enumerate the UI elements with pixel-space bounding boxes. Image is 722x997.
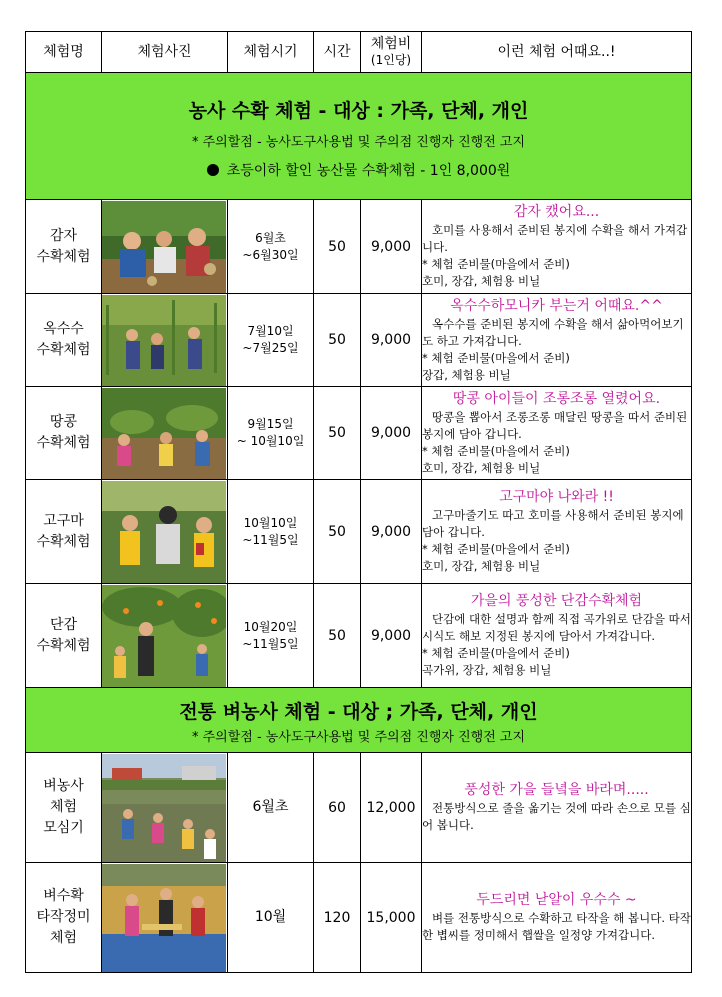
row-period <box>228 480 314 584</box>
persimmon-harvest-photo <box>102 585 226 687</box>
row-name-line3: 체험 <box>49 930 78 946</box>
table-row <box>26 480 692 584</box>
rice-planting-photo <box>102 754 226 862</box>
row-desc-tools: 호미, 장갑, 체험용 비닐 <box>422 559 541 573</box>
row-name-line2: 수확체험 <box>36 435 91 451</box>
header-desc: 이런 체험 어때요..! <box>422 32 692 73</box>
row-period <box>228 584 314 688</box>
header-fee-label: 체험비 <box>370 36 412 52</box>
peanut-harvest-photo <box>102 388 226 479</box>
row-desc-title: 두드리면 낟알이 우수수 ~ <box>476 892 637 908</box>
row-desc-tools: 호미, 장갑, 체험용 비닐 <box>422 274 541 288</box>
header-row <box>26 32 692 73</box>
row-name <box>26 480 102 584</box>
row-period-end: ~ 10월10일 <box>236 434 305 448</box>
row-time: 50 <box>314 480 361 584</box>
section1-notice: * 주의할점 - 농사도구사용법 및 주의점 진행자 진행전 고지 <box>191 135 526 150</box>
row-desc-prep: * 체험 준비물(마을에서 준비) <box>422 542 570 556</box>
photo-sweet-potato <box>102 480 228 584</box>
corn-harvest-photo <box>102 295 226 386</box>
table-row <box>26 387 692 480</box>
row-desc <box>422 480 692 584</box>
table-row <box>26 863 692 973</box>
row-time: 50 <box>314 294 361 387</box>
row-desc-tools: 곡가위, 장갑, 체험용 비닐 <box>422 663 552 677</box>
row-time: 50 <box>314 387 361 480</box>
row-name <box>26 584 102 688</box>
row-name-line2: 수확체험 <box>36 342 91 358</box>
row-period-start: 10월10일 <box>243 515 298 530</box>
header-time: 시간 <box>314 32 361 73</box>
row-period-end: ~7월25일 <box>242 341 299 355</box>
row-desc <box>422 584 692 688</box>
row-name-line1: 벼수확 <box>43 888 84 904</box>
row-name-line1: 벼농사 <box>43 778 84 794</box>
row-name-line2: 수확체험 <box>36 248 91 265</box>
photo-potato <box>102 200 228 294</box>
experience-table <box>25 31 692 973</box>
row-name-line1: 땅콩 <box>49 414 78 430</box>
photo-persimmon <box>102 584 228 688</box>
row-time: 60 <box>314 753 361 863</box>
header-fee-unit: (1인당) <box>370 53 412 67</box>
row-name <box>26 863 102 973</box>
row-name <box>26 387 102 480</box>
section2-title: 전통 벼농사 체험 - 대상 ; 가족, 단체, 개인 <box>179 701 538 723</box>
row-desc <box>422 863 692 973</box>
row-name-line2: 체험 <box>49 799 78 815</box>
row-fee: 9,000 <box>361 294 422 387</box>
section1-discount-text: 초등이하 할인 농산물 수확체험 - 1인 8,000원 <box>226 163 511 179</box>
row-name-line1: 감자 <box>49 227 78 244</box>
row-desc-title: 감자 캤어요... <box>513 204 600 220</box>
row-period-end: ~11월5일 <box>242 532 299 547</box>
row-period <box>228 294 314 387</box>
photo-peanut <box>102 387 228 480</box>
row-desc-tools: 장갑, 체험용 비닐 <box>422 367 511 382</box>
row-period-start: 7월10일 <box>247 324 294 338</box>
row-desc-tools: 호미, 장갑, 체험용 비닐 <box>422 460 541 475</box>
row-fee: 15,000 <box>361 863 422 973</box>
row-name-line2: 타작정미 <box>36 909 91 925</box>
row-desc-body: 땅콩을 뽑아서 조롱조롱 매달린 땅콩을 따서 준비된 봉지에 담아 갑니다. <box>422 409 688 441</box>
table-row <box>26 294 692 387</box>
row-fee: 9,000 <box>361 480 422 584</box>
row-period: 10월 <box>228 863 314 973</box>
row-desc-prep: * 체험 준비물(마을에서 준비) <box>422 257 570 271</box>
row-desc <box>422 294 692 387</box>
row-desc-prep: * 체험 준비물(마을에서 준비) <box>422 350 570 365</box>
row-period-start: 10월20일 <box>243 619 298 634</box>
row-desc-title: 땅콩 아이들이 조롱조롱 열렸어요. <box>452 390 661 407</box>
row-desc-title: 고구마야 나와라 !! <box>499 489 614 505</box>
row-desc <box>422 387 692 480</box>
row-fee: 12,000 <box>361 753 422 863</box>
row-desc-prep: * 체험 준비물(마을에서 준비) <box>422 443 570 458</box>
header-photo: 체험사진 <box>102 32 228 73</box>
row-name <box>26 294 102 387</box>
row-desc-prep: * 체험 준비물(마을에서 준비) <box>422 646 570 660</box>
photo-corn <box>102 294 228 387</box>
row-desc-body: 전통방식으로 줄을 옮기는 것에 따라 손으로 모를 심어 봅니다. <box>422 801 691 832</box>
row-name-line3: 모심기 <box>43 820 84 836</box>
row-time: 50 <box>314 200 361 294</box>
row-fee: 9,000 <box>361 387 422 480</box>
row-time: 50 <box>314 584 361 688</box>
row-name-line1: 고구마 <box>43 512 84 529</box>
row-desc-title: 풍성한 가을 들녘을 바라며..... <box>464 782 649 798</box>
header-fee <box>361 32 422 73</box>
row-fee: 9,000 <box>361 584 422 688</box>
row-desc <box>422 200 692 294</box>
row-desc-title: 가을의 풍성한 단감수확체험 <box>470 593 643 609</box>
bullet-icon <box>207 164 219 176</box>
photo-rice-planting <box>102 753 228 863</box>
section1-discount <box>26 160 691 180</box>
table-row <box>26 584 692 688</box>
table-row <box>26 753 692 863</box>
row-desc-body: 호미를 사용해서 준비된 봉지에 수확을 해서 가져갑니다. <box>422 223 688 254</box>
potato-harvest-photo <box>102 201 226 293</box>
row-name <box>26 753 102 863</box>
section2-notice: * 주의할점 - 농사도구사용법 및 주의점 진행자 진행전 고지 <box>191 730 526 745</box>
row-period <box>228 200 314 294</box>
row-time: 120 <box>314 863 361 973</box>
row-name-line2: 수확체험 <box>36 637 91 654</box>
row-period: 6월초 <box>228 753 314 863</box>
row-desc-body: 옥수수를 준비된 봉지에 수확을 해서 삶아먹어보기도 하고 가져갑니다. <box>422 316 684 348</box>
header-period: 체험시기 <box>228 32 314 73</box>
row-name-line2: 수확체험 <box>36 533 91 550</box>
section1-band <box>26 73 692 200</box>
row-name <box>26 200 102 294</box>
row-desc-body: 고구마줄기도 따고 호미를 사용해서 준비된 봉지에 담아 갑니다. <box>422 508 684 539</box>
row-name-line1: 단감 <box>49 616 78 633</box>
row-fee: 9,000 <box>361 200 422 294</box>
row-desc-body: 벼를 전통방식으로 수확하고 타작을 해 봅니다. 타작한 볍씨를 정미해서 햅쌀을 일정양 가져갑니다. <box>422 911 691 942</box>
row-desc-body: 단감에 대한 설명과 함께 직접 곡가위로 단감을 따서 시식도 해보 지정된 봉지에 담아서 가져갑니다. <box>422 612 691 643</box>
sweet-potato-harvest-photo <box>102 481 226 583</box>
table-row <box>26 200 692 294</box>
row-period-end: ~6월30일 <box>242 247 299 262</box>
header-name: 체험명 <box>26 32 102 73</box>
row-period-start: 9월15일 <box>247 417 294 431</box>
row-period-end: ~11월5일 <box>242 636 299 651</box>
row-desc <box>422 753 692 863</box>
photo-rice-harvest <box>102 863 228 973</box>
row-desc-title: 옥수수하모니카 부는거 어때요.^^ <box>450 297 663 314</box>
row-period-start: 6월초 <box>255 230 286 245</box>
section2-band <box>26 688 692 753</box>
row-name-line1: 옥수수 <box>43 321 84 337</box>
rice-harvest-photo <box>102 864 226 972</box>
section1-title: 농사 수확 체험 - 대상 : 가족, 단체, 개인 <box>188 100 529 122</box>
row-period <box>228 387 314 480</box>
